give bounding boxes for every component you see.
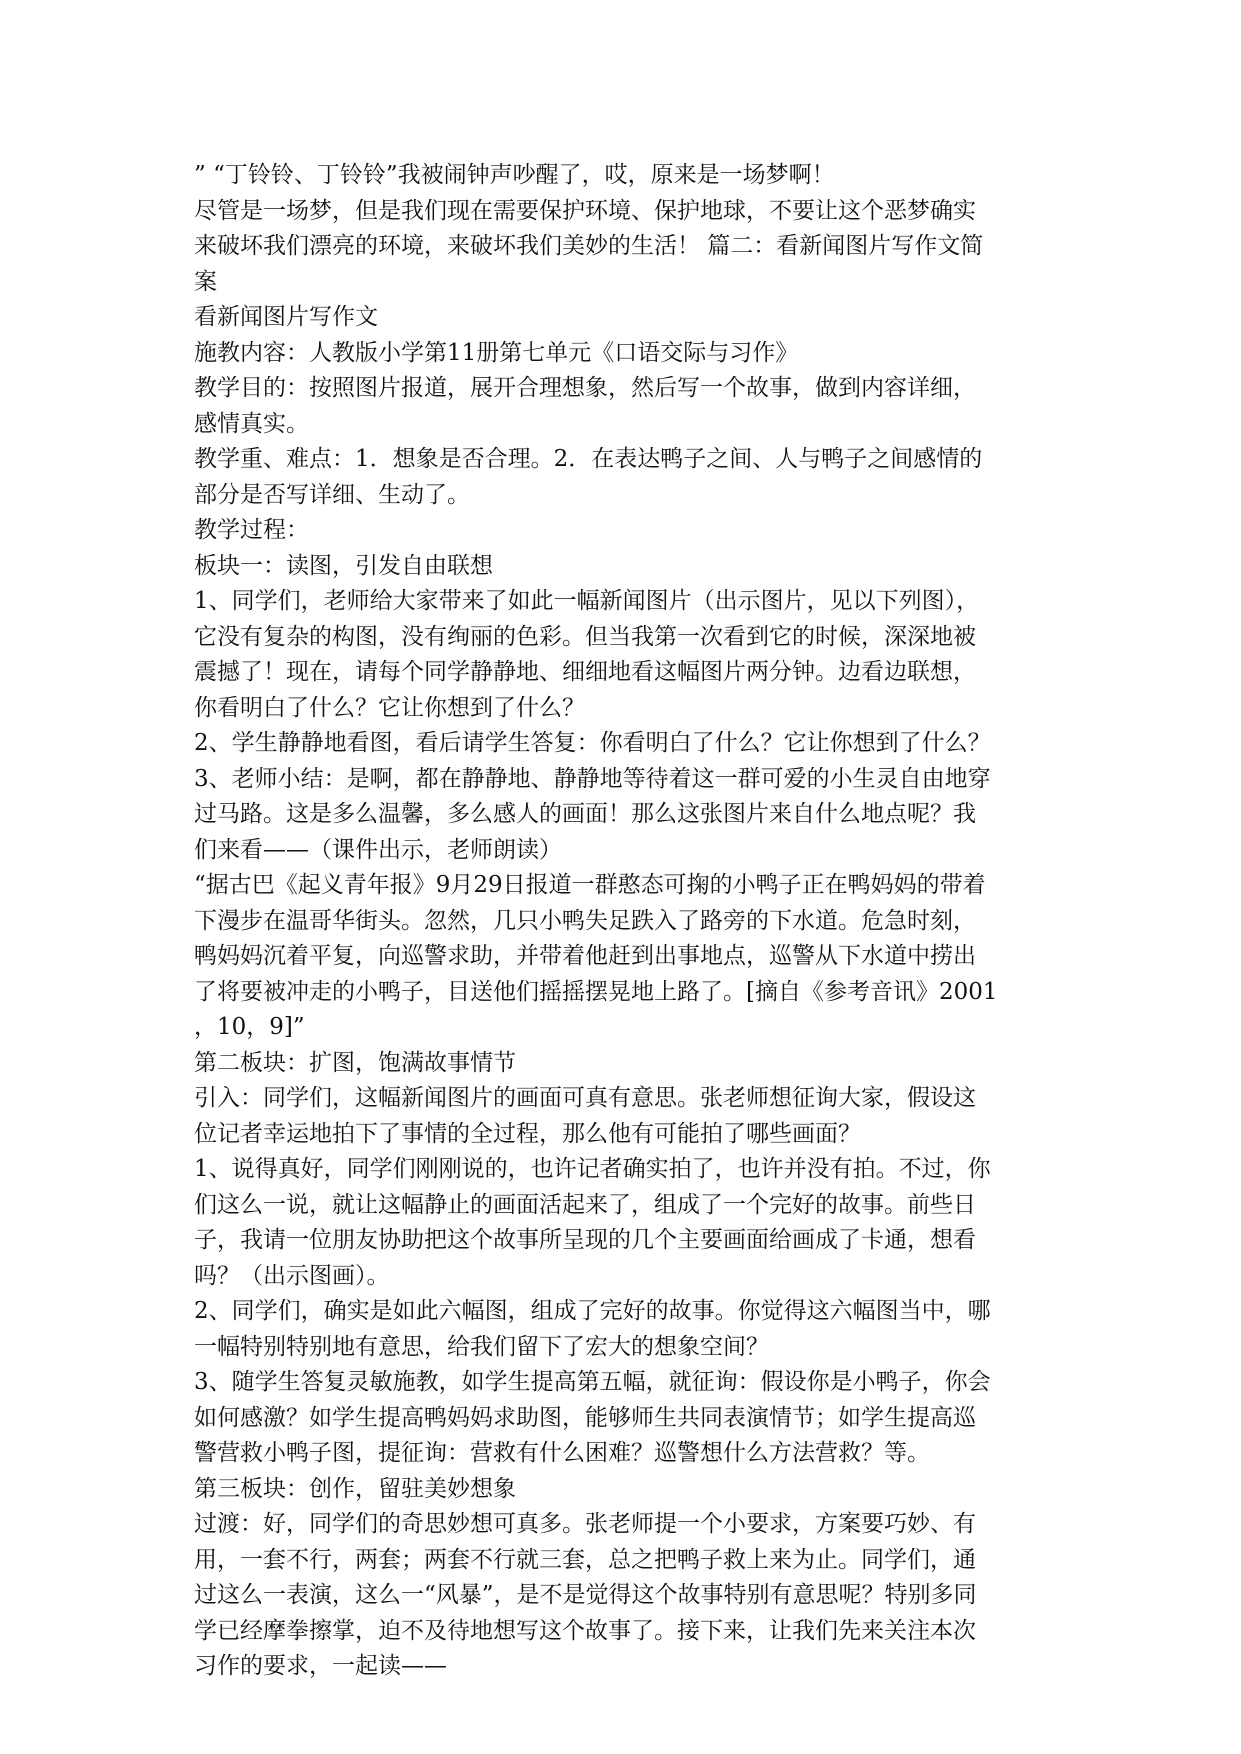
text-line: 震撼了！现在，请每个同学静静地、细细地看这幅图片两分钟。边看边联想， [194,659,976,685]
text-line: 它没有复杂的构图，没有绚丽的色彩。但当我第一次看到它的时候，深深地被 [194,623,976,650]
text-line: 过这么一表演，这么一“风暴”，是不是觉得这个故事特别有意思呢？特别多同 [194,1582,977,1608]
text-line: 来破坏我们漂亮的环境，来破坏我们美妙的生活！ 篇二：看新闻图片写作文简 [194,233,984,259]
text-line: 你看明白了什么？它让你想到了什么？ [194,694,585,721]
text-line: ，10，9]” [194,1014,305,1040]
text-line: 们这么一说，就让这幅静止的画面活起来了，组成了一个完好的故事。前些日 [194,1191,976,1218]
text-line: 过马路。这是多么温馨，多么感人的画面！那么这张图片来自什么地点呢？我 [194,801,976,827]
text-line: 1、说得真好，同学们刚刚说的，也许记者确实拍了，也许并没有拍。不过，你 [194,1156,991,1182]
document-page [194,158,1052,1685]
text-line: 第三板块：创作，留驻美妙想象 [194,1475,516,1502]
text-line: 3、老师小结：是啊，都在静静地、静静地等待着这一群可爱的小生灵自由地穿 [194,765,991,792]
text-line: 们来看——（课件出示，老师朗读） [194,836,562,863]
text-line: 2、同学们，确实是如此六幅图，组成了完好的故事。你觉得这六幅图当中，哪 [194,1298,991,1324]
text-line: 案 [194,268,217,295]
text-line: 第二板块：扩图，饱满故事情节 [194,1049,516,1076]
text-line: 教学目的：按照图片报道，展开合理想象，然后写一个故事，做到内容详细， [194,375,976,401]
text-line: 引入：同学们，这幅新闻图片的画面可真有意思。张老师想征询大家，假设这 [194,1085,976,1111]
text-line: 子，我请一位朋友协助把这个故事所呈现的几个主要画面给画成了卡通，想看 [194,1227,976,1253]
text-line: 施教内容：人教版小学第11册第七单元《口语交际与习作》 [194,339,799,366]
text-line: 学已经摩拳擦掌，迫不及待地想写这个故事了。接下来，让我们先来关注本次 [194,1617,976,1644]
text-line: 一幅特别特别地有意思，给我们留下了宏大的想象空间？ [194,1333,769,1360]
text-line: 3、随学生答复灵敏施教，如学生提高第五幅，就征询：假设你是小鸭子，你会 [194,1369,991,1395]
text-line: 鸭妈妈沉着平复，向巡警求助，并带着他赶到出事地点，巡警从下水道中捞出 [194,943,976,969]
text-line: 如何感激？如学生提高鸭妈妈求助图，能够师生共同表演情节；如学生提高巡 [194,1404,976,1431]
text-line: 板块一：读图，引发自由联想 [194,552,493,579]
text-line: 吗？（出示图画）。 [194,1262,390,1289]
text-line: 习作的要求，一起读—— [194,1653,447,1679]
text-line: 教学重、难点：1．想象是否合理。2．在表达鸭子之间、人与鸭子之间感情的 [194,446,983,472]
text-line: “据古巴《起义青年报》9月29日报道一群憨态可掬的小鸭子正在鸭妈妈的带着 [194,872,986,898]
text-line: 2、学生静静地看图，看后请学生答复：你看明白了什么？它让你想到了什么？ [194,730,991,756]
text-line: 下漫步在温哥华街头。忽然，几只小鸭失足跌入了路旁的下水道。危急时刻， [194,907,976,934]
text-line: 用，一套不行，两套；两套不行就三套，总之把鸭子救上来为止。同学们，通 [194,1546,976,1573]
text-line: 过渡：好，同学们的奇思妙想可真多。张老师提一个小要求，方案要巧妙、有 [194,1511,976,1537]
text-line: 部分是否写详细、生动了。 [194,481,470,508]
text-line: 1、同学们，老师给大家带来了如此一幅新闻图片（出示图片，见以下列图）， [194,588,980,614]
text-line: 警营救小鸭子图，提征询：营救有什么困难？巡警想什么方法营救？等。 [194,1440,930,1466]
text-line: 了将要被冲走的小鸭子，目送他们摇摇摆晃地上路了。[摘自《参考音讯》2001 [194,978,998,1005]
text-line: ” “丁铃铃、丁铃铃”我被闹钟声吵醒了，哎，原来是一场梦啊！ [194,162,835,188]
text-line: 看新闻图片写作文 [194,304,378,330]
text-line: 位记者幸运地拍下了事情的全过程，那么他有可能拍了哪些画面？ [194,1120,861,1147]
text-line: 教学过程： [194,517,309,543]
text-line: 尽管是一场梦，但是我们现在需要保护环境、保护地球，不要让这个恶梦确实 [194,197,976,224]
text-line: 感情真实。 [194,410,309,437]
